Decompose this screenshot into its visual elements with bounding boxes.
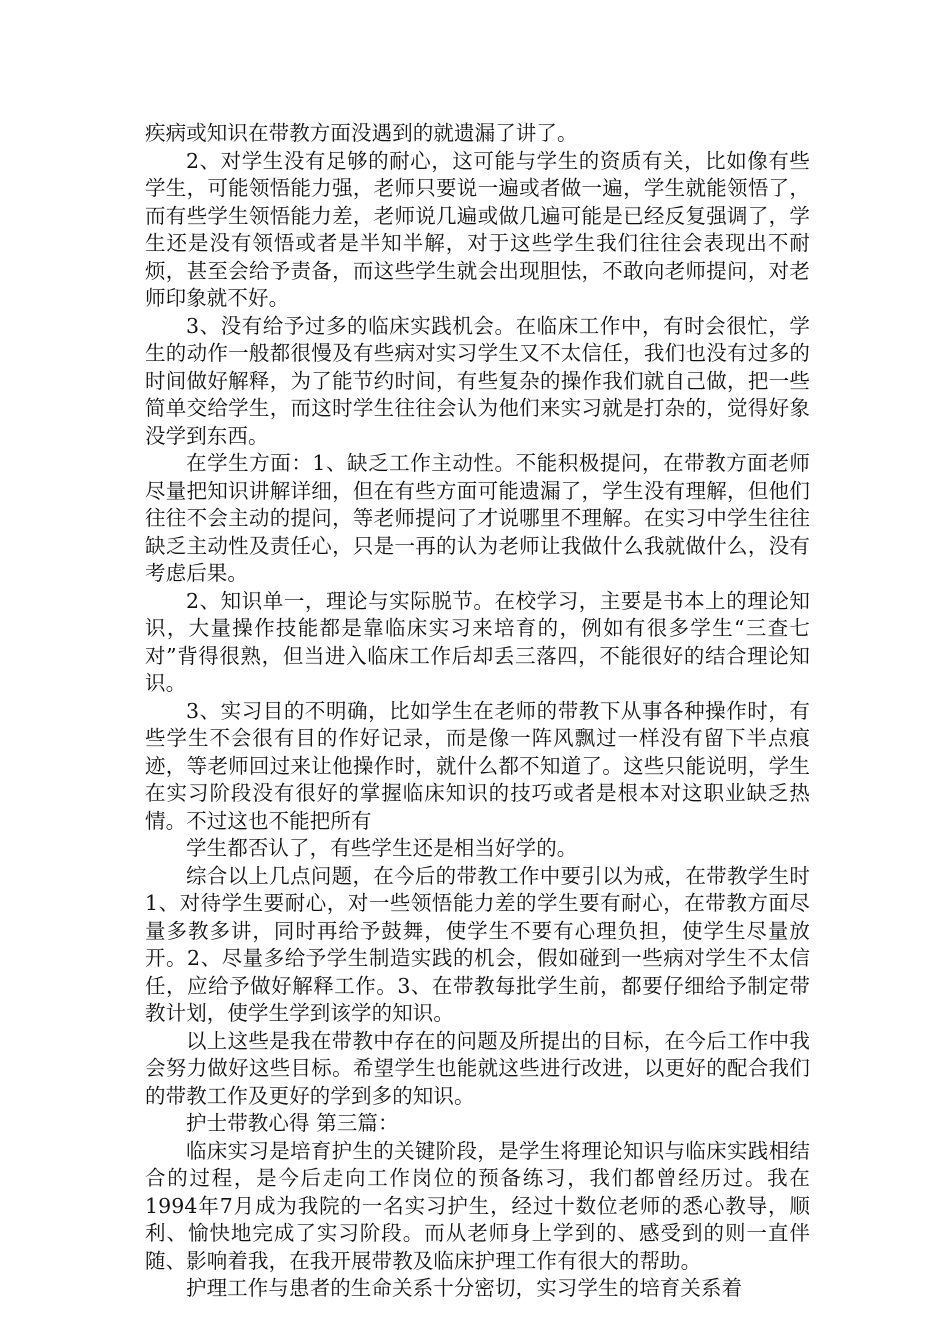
paragraph-teacher-practice: 3、没有给予过多的临床实践机会。在临床工作中，有时会很忙，学生的动作一般都很慢及有些病对实习学生又不太信任，我们也没有过多的时间做好解释，为了能节约时间，有些复杂的操作我们就自己做，把一些简单交给学生，而这时学生往往会认为他们来实习就是打杂的，觉得好象没学到东西。: [145, 313, 810, 448]
paragraph-student-knowledge: 2、知识单一，理论与实际脱节。在校学习，主要是书本上的理论知识，大量操作技能都是靠临床实习来培育的，例如有很多学生“三查七对”背得很熟，但当进入临床工作后却丢三落四，不能很好的结合理论知识。: [145, 588, 810, 695]
document-page: [145, 120, 810, 1303]
paragraph-student-initiative: 在学生方面：1、缺乏工作主动性。不能积极提问，在带教方面老师尽量把知识讲解详细，但在有些方面可能遗漏了，学生没有理解，但他们往往不会主动的提问，等老师提问了才说哪里不理解。在实习中学生往往缺乏主动性及责任心，只是一再的认为老师让我做什么我就做什么，没有考虑后果。: [145, 451, 810, 585]
paragraph-clinical-internship: 临床实习是培育护生的关键阶段，是学生将理论知识与临床实践相结合的过程，是今后走向工作岗位的预备练习，我们都曾经历过。我在1994年7月成为我院的一名实习护生，经过十数位老师的悉心教导，顺利、愉快地完成了实习阶段。而从老师身上学到的、感受到的则一直伴随、影响着我，在我开展带教及临床护理工作有很大的帮助。: [145, 1138, 810, 1273]
paragraph-continued: 疾病或知识在带教方面没遇到的就遗漏了讲了。: [145, 121, 578, 145]
paragraph-student-learning: 学生都否认了，有些学生还是相当好学的。: [186, 836, 578, 860]
paragraph-teacher-patience: 2、对学生没有足够的耐心，这可能与学生的资质有关，比如像有些学生，可能领悟能力强，老师只要说一遍或者做一遍，学生就能领悟了，而有些学生领悟能力差，老师说几遍或做几遍可能是已经反复强调了，学生还是没有领悟或者是半知半解，对于这些学生我们往往会表现出不耐烦，甚至会给予责备，而这些学生就会出现胆怯，不敢向老师提问，对老师印象就不好。: [145, 148, 810, 310]
paragraph-student-goal: 3、实习目的不明确，比如学生在老师的带教下从事各种操作时，有些学生不会很有目的作好记录，而是像一阵风飘过一样没有留下半点痕迹，等老师回过来让他操作时，就什么都不知道了。这些只能说明，学生在实习阶段没有很好的掌握临床知识的技巧或者是根本对这职业缺乏热情。不过这也不能把所有: [145, 698, 810, 833]
paragraph-goals: 以上这些是我在带教中存在的问题及所提出的目标，在今后工作中我会努力做好这些目标。希望学生也能就这些进行改进，以更好的配合我们的带教工作及更好的学到多的知识。: [145, 1028, 810, 1108]
paragraph-nursing-work: 护理工作与患者的生命关系十分密切，实习学生的培育关系着: [186, 1276, 743, 1300]
section-heading: 护士带教心得 第三篇：: [186, 1111, 399, 1135]
paragraph-summary: 综合以上几点问题，在今后的带教工作中要引以为戒，在带教学生时1、对待学生要耐心，对一些领悟能力差的学生要有耐心，在带教方面尽量多教多讲，同时再给予鼓舞，使学生不要有心理负担，使学生尽量放开。2、尽量多给予学生制造实践的机会，假如碰到一些病对学生不太信任，应给予做好解释工作。3、在带教每批学生前，都要仔细给予制定带教计划，使学生学到该学的知识。: [145, 863, 810, 1025]
